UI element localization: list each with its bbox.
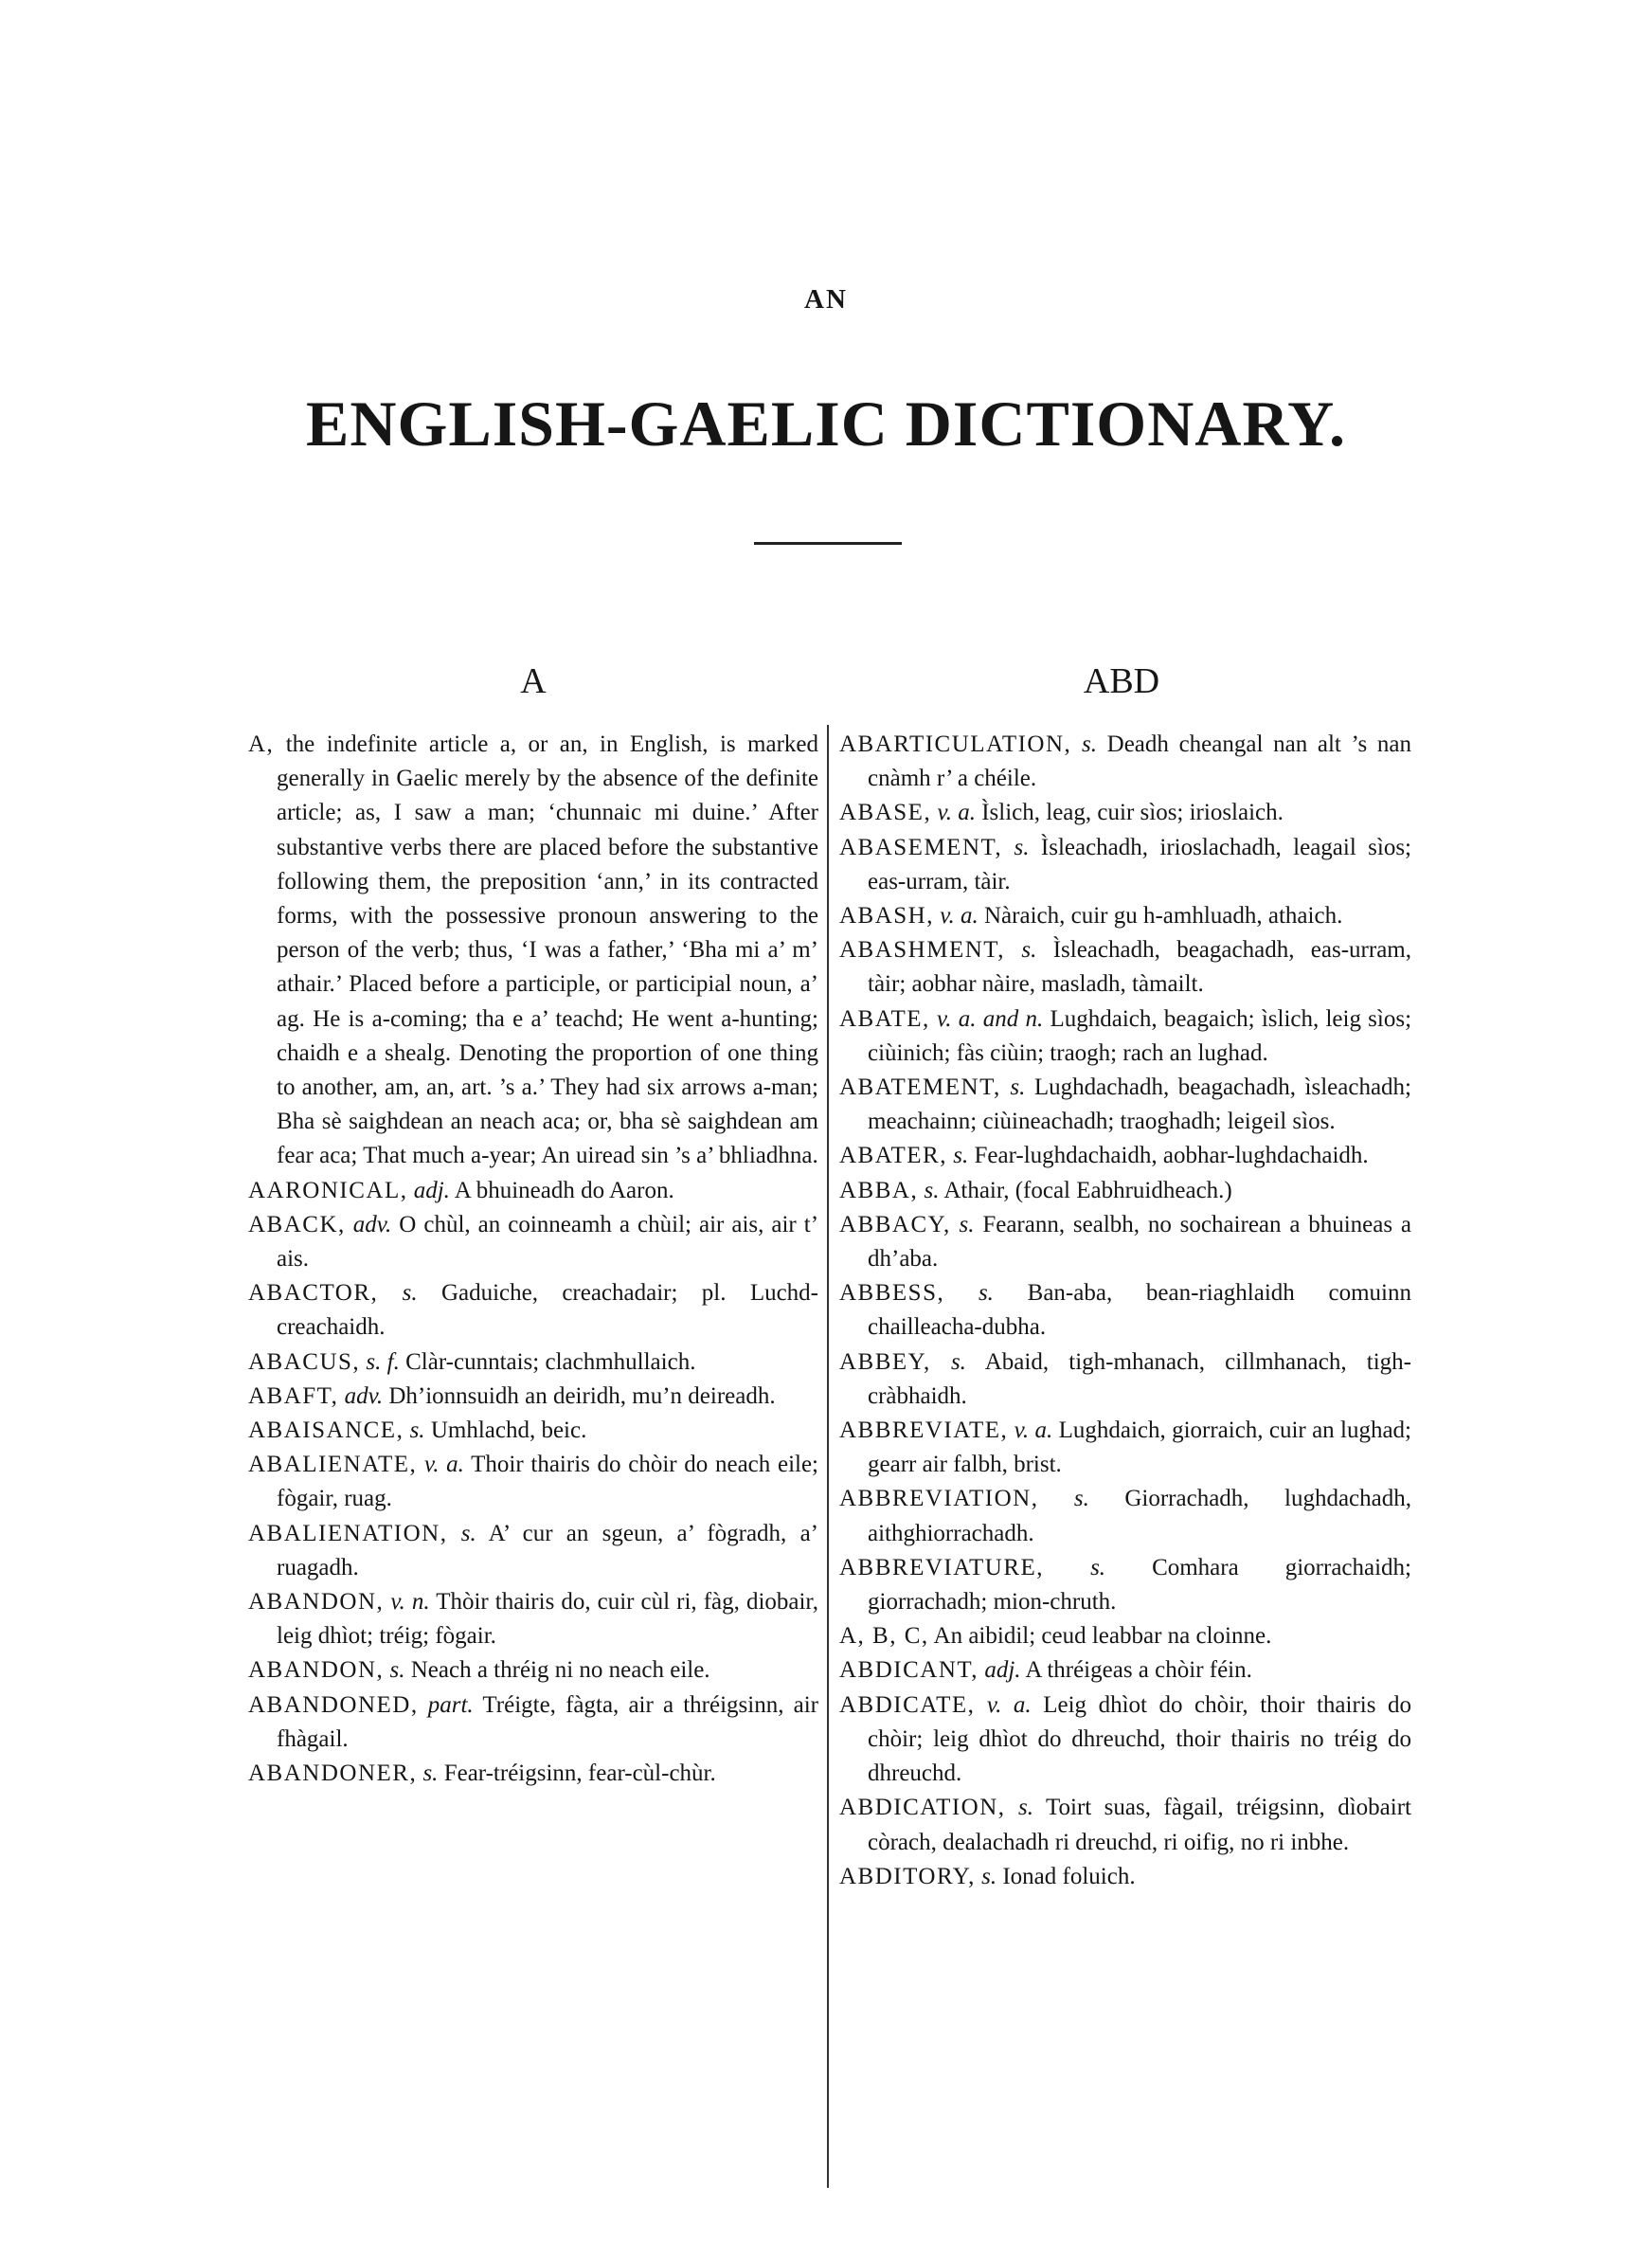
title-rule xyxy=(754,542,902,545)
entry-headword: ABDICANT, xyxy=(839,1657,979,1684)
entry-headword: ABAFT, xyxy=(248,1382,339,1409)
entry-part-of-speech: v. n. xyxy=(390,1589,430,1616)
dictionary-entry xyxy=(839,1619,1411,1653)
dictionary-entry xyxy=(248,1688,818,1757)
dictionary-entry xyxy=(248,1208,818,1276)
entry-headword: ABBA, xyxy=(839,1177,919,1203)
entry-definition: A’ cur an sgeun, a’ fògradh, a’ ruagadh. xyxy=(277,1520,818,1580)
entry-part-of-speech: v. a. xyxy=(940,903,979,930)
entry-definition: Ìsleachadh, beagachadh, eas-urram, tàir; aobhar nàire, masladh, tàmailt. xyxy=(868,937,1411,998)
dictionary-entry xyxy=(248,1380,818,1414)
left-column-heading: A xyxy=(520,661,547,701)
entry-definition: Lughdaich, beagaich; ìslich, leig sìos; ciùinich; fàs ciùin; traogh; rach an lughad. xyxy=(868,1005,1412,1066)
dictionary-entry xyxy=(839,1208,1411,1276)
entry-definition: Tréigte, fàgta, air a thréigsinn, air fhàgail. xyxy=(277,1691,818,1752)
entry-headword: ABALIENATION, xyxy=(248,1520,448,1546)
entry-headword: ABASE, xyxy=(839,800,932,826)
entry-headword: ABBREVIATION, xyxy=(839,1486,1039,1512)
dictionary-entry xyxy=(248,1757,818,1791)
dictionary-entry xyxy=(839,1551,1411,1619)
entry-headword: ABACUS, xyxy=(248,1348,361,1375)
entry-definition: Toirt suas, fàgail, tréigsinn, dìobairt còrach, dealachadh ri dreuchd, ri oifig, no ri inbhe. xyxy=(868,1795,1411,1855)
entry-part-of-speech: adj. xyxy=(413,1177,450,1203)
entry-part-of-speech: s. xyxy=(1014,834,1030,860)
dictionary-entry xyxy=(839,1791,1411,1859)
dictionary-entry xyxy=(839,1174,1411,1208)
entry-definition: Giorrachadh, lughdachadh, aithghiorrachadh. xyxy=(868,1486,1411,1546)
entry-definition: Athair, (focal Eabhruidheach.) xyxy=(943,1177,1232,1203)
entry-definition: An aibidil; ceud leabbar na cloinne. xyxy=(933,1623,1272,1650)
entry-definition: Dh’ionnsuidh an deiridh, mu’n deireadh. xyxy=(388,1382,776,1409)
dictionary-entry xyxy=(839,796,1411,830)
dictionary-entry xyxy=(839,1482,1411,1550)
entry-definition: Abaid, tigh-mhanach, cillmhanach, tigh-cràbhaidh. xyxy=(868,1348,1411,1409)
page-title: ENGLISH-GAELIC DICTIONARY. xyxy=(306,388,1346,460)
entry-headword: ABATEMENT, xyxy=(839,1074,1001,1101)
dictionary-entry xyxy=(839,1139,1411,1173)
right-column xyxy=(839,728,1411,1894)
dictionary-entry xyxy=(248,1276,818,1345)
entry-headword: ABANDON, xyxy=(248,1589,385,1616)
entry-headword: AARONICAL, xyxy=(248,1177,408,1203)
entry-headword: ABATER, xyxy=(839,1143,947,1169)
entry-definition: Fear-tréigsinn, fear-cùl-chùr. xyxy=(443,1760,716,1787)
entry-headword: ABACTOR, xyxy=(248,1280,379,1307)
dictionary-entry xyxy=(839,1653,1411,1688)
entry-headword: ABANDONER, xyxy=(248,1760,418,1787)
entry-headword: ABBESS, xyxy=(839,1280,945,1307)
entry-part-of-speech: s. xyxy=(924,1177,940,1203)
entry-headword: ABALIENATE, xyxy=(248,1452,418,1478)
entry-definition: Ìslich, leag, cuir sìos; irioslaich. xyxy=(981,800,1284,826)
entry-part-of-speech: adv. xyxy=(344,1382,384,1409)
entry-part-of-speech: s. xyxy=(978,1280,994,1307)
entry-part-of-speech: s. xyxy=(959,1211,975,1237)
entry-part-of-speech: s. xyxy=(1017,1795,1033,1821)
entry-definition: Gaduiche, creachadair; pl. Luchd-creachaidh. xyxy=(277,1280,819,1341)
dictionary-entry xyxy=(248,728,818,1174)
entry-definition: Thòir thairis do, cuir cùl ri, fàg, diobair, leig dhìot; tréig; fògair. xyxy=(277,1589,819,1650)
dictionary-entry xyxy=(839,1688,1411,1792)
entry-headword: ABARTICULATION, xyxy=(839,731,1072,757)
left-column xyxy=(248,728,818,1791)
dictionary-entry xyxy=(248,1653,818,1688)
dictionary-entry xyxy=(839,831,1411,899)
entry-part-of-speech: s. xyxy=(953,1143,969,1169)
entry-part-of-speech: v. a. xyxy=(423,1452,464,1478)
entry-part-of-speech: s. xyxy=(409,1417,425,1444)
entry-part-of-speech: s. xyxy=(1010,1074,1026,1101)
entry-headword: ABBEY, xyxy=(839,1348,931,1375)
entry-headword: ABACK, xyxy=(248,1211,346,1237)
entry-definition: Ban-aba, bean-riaghlaidh comuinn chailleacha-dubha. xyxy=(868,1280,1411,1341)
entry-part-of-speech: adv. xyxy=(352,1211,392,1237)
entry-definition: Fear-lughdachaidh, aobhar-lughdachaidh. xyxy=(974,1143,1369,1169)
entry-part-of-speech: part. xyxy=(427,1691,474,1718)
entry-part-of-speech: s. xyxy=(460,1520,476,1546)
dictionary-entry xyxy=(839,933,1411,1002)
dictionary-entry xyxy=(248,1585,818,1653)
dictionary-entry xyxy=(839,1071,1411,1139)
entry-part-of-speech: v. a. xyxy=(937,800,976,826)
dictionary-entry xyxy=(839,1414,1411,1482)
dictionary-entry xyxy=(839,899,1411,933)
dictionary-entry xyxy=(248,1174,818,1208)
entry-headword: ABANDON, xyxy=(248,1657,385,1684)
entry-definition: A bhuineadh do Aaron. xyxy=(454,1177,674,1203)
entry-headword: ABBACY, xyxy=(839,1211,951,1237)
entry-headword: ABBREVIATE, xyxy=(839,1417,1009,1444)
entry-headword: A, B, C, xyxy=(839,1623,929,1650)
entry-definition: Lughdaich, giorraich, cuir an lughad; gearr air falbh, brist. xyxy=(868,1417,1412,1478)
entry-definition: Ìsleachadh, irioslachadh, leagail sìos; eas-urram, tàir. xyxy=(868,834,1411,894)
entry-part-of-speech: v. a. and n. xyxy=(937,1005,1044,1032)
entry-part-of-speech: s. xyxy=(981,1863,997,1889)
entry-definition: Deadh cheangal nan alt ’s nan cnàmh r’ a chéile. xyxy=(868,731,1412,792)
entry-headword: ABBREVIATURE, xyxy=(839,1554,1045,1580)
dictionary-entry xyxy=(839,1860,1411,1894)
dictionary-entry xyxy=(248,1345,818,1380)
entry-definition: Leig dhìot do chòir, thoir thairis do chòir; leig dhìot do dhreuchd, thoir thairis no tréig do dhreuchd. xyxy=(868,1691,1411,1787)
entry-headword: ABAISANCE, xyxy=(248,1417,404,1444)
entry-headword: ABDICATE, xyxy=(839,1691,976,1718)
entry-headword: A, xyxy=(248,731,275,757)
dictionary-entry xyxy=(248,1448,818,1516)
entry-part-of-speech: s. xyxy=(1073,1486,1089,1512)
entry-definition: A thréigeas a chòir féin. xyxy=(1025,1657,1252,1684)
entry-definition: Umhlachd, beic. xyxy=(430,1417,587,1444)
header-an: AN xyxy=(804,284,848,315)
entry-part-of-speech: adj. xyxy=(984,1657,1021,1684)
dictionary-entry xyxy=(839,1276,1411,1345)
entry-part-of-speech: s. xyxy=(950,1348,966,1375)
entry-part-of-speech: s. xyxy=(422,1760,439,1787)
entry-part-of-speech: s. xyxy=(402,1280,418,1307)
entry-headword: ABANDONED, xyxy=(248,1691,419,1718)
entry-part-of-speech: s. f. xyxy=(366,1348,400,1375)
entry-part-of-speech: s. xyxy=(1021,937,1037,964)
entry-headword: ABASEMENT, xyxy=(839,834,1003,860)
entry-headword: ABATE, xyxy=(839,1005,930,1032)
dictionary-entry xyxy=(839,1345,1411,1414)
entry-definition: Neach a thréig ni no neach eile. xyxy=(410,1657,710,1684)
entry-definition: Fearann, sealbh, no sochairean a bhuineas a dh’aba. xyxy=(868,1211,1411,1273)
entry-definition: Comhara giorrachaidh; giorrachadh; mion-chruth. xyxy=(868,1554,1411,1616)
entry-part-of-speech: s. xyxy=(389,1657,405,1684)
dictionary-entry xyxy=(248,1517,818,1585)
entry-headword: ABASH, xyxy=(839,903,934,930)
entry-part-of-speech: s. xyxy=(1081,731,1097,757)
entry-part-of-speech: v. a. xyxy=(986,1691,1032,1718)
column-divider xyxy=(827,725,829,2188)
entry-definition: Ionad foluich. xyxy=(1002,1863,1136,1889)
entry-part-of-speech: s. xyxy=(1090,1554,1106,1580)
right-column-heading: ABD xyxy=(1083,661,1160,701)
dictionary-entry xyxy=(248,1414,818,1448)
entry-headword: ABASHMENT, xyxy=(839,937,1005,964)
entry-definition: Lughdachadh, beagachadh, ìsleachadh; meachainn; ciùineachadh; traoghadh; leigeil sìos. xyxy=(868,1074,1411,1135)
entry-definition: O chùl, an coinneamh a chùil; air ais, air t’ ais. xyxy=(277,1211,819,1273)
entry-definition: Thoir thairis do chòir do neach eile; fògair, ruag. xyxy=(277,1452,818,1512)
entry-definition: Nàraich, cuir gu h-amhluadh, athaich. xyxy=(984,903,1343,930)
entry-definition: Clàr-cunntais; clachmhullaich. xyxy=(405,1348,696,1375)
entry-headword: ABDITORY, xyxy=(839,1863,976,1889)
dictionary-entry xyxy=(839,728,1411,796)
dictionary-entry xyxy=(839,1002,1411,1071)
entry-headword: ABDICATION, xyxy=(839,1795,1006,1821)
entry-part-of-speech: v. a. xyxy=(1014,1417,1053,1444)
entry-definition: the indefinite article a, or an, in English, is marked generally in Gaelic merely by the absence of the definite article; as, I saw a man; ‘chunnaic mi duine.’ After substantive verbs there are placed before the substantive following them, the preposition ‘ann,’ in its contracted forms, with the possessive pronoun answering to the person of the verb; thus, ‘I was a father,’ ‘Bha mi a’ m’ athair.’ Placed before a participle, or participial noun, a’ ag. He is a-coming; tha e a’ teachd; He went a-hunting; chaidh e a shealg. Denoting the proportion of one thing to another, am, an, art. ’s a.’ They had six arrows a-man; Bha sè saighdean an neach aca; or, bha sè saighdean am fear aca; That much a-year; An uiread sin ’s a’ bhliadhna. xyxy=(277,731,818,1169)
